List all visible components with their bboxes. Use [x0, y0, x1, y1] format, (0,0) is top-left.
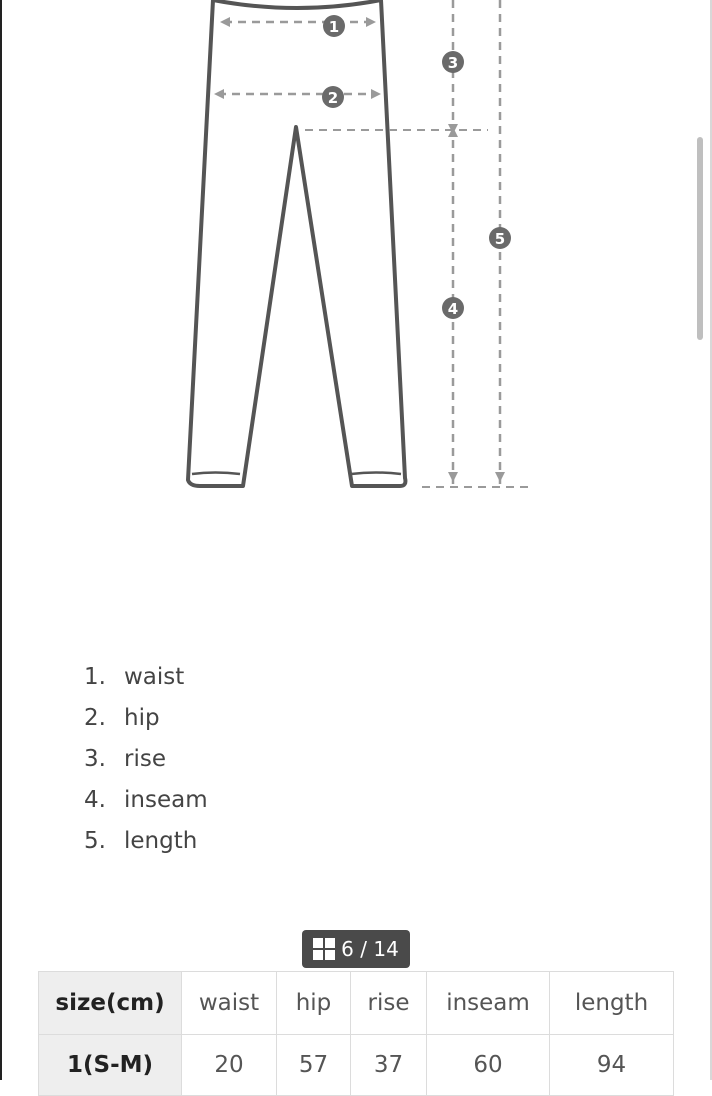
table-header-cell: rise [351, 972, 427, 1035]
legend-number: 1. [84, 664, 106, 690]
legend-label: rise [124, 746, 166, 772]
gallery-counter-button[interactable] [302, 930, 410, 968]
legend-number: 2. [84, 705, 106, 731]
grid-icon [313, 938, 335, 960]
legend-label: inseam [124, 787, 208, 813]
table-cell: 37 [351, 1035, 427, 1096]
table-cell: 94 [550, 1035, 674, 1096]
marker-rise-number: 3 [447, 54, 459, 72]
legend-item [84, 787, 208, 828]
legend-item [84, 705, 208, 746]
table-row [39, 1035, 674, 1096]
legend-label: hip [124, 705, 160, 731]
measurement-legend [84, 664, 208, 869]
table-header-row [39, 972, 674, 1035]
marker-inseam-number: 4 [447, 300, 459, 318]
table-header-cell: length [550, 972, 674, 1035]
marker-length-number: 5 [494, 230, 506, 248]
waistband-curve [213, 0, 381, 8]
right-hem-line [351, 473, 401, 475]
legend-number: 4. [84, 787, 106, 813]
table-cell: 60 [427, 1035, 550, 1096]
table-header-cell: size(cm) [39, 972, 182, 1035]
legend-number: 5. [84, 828, 106, 854]
pants-outline [188, 0, 405, 486]
pants-measurement-diagram [0, 0, 712, 520]
table-header-cell: hip [277, 972, 351, 1035]
gallery-counter-text: 6 / 14 [341, 937, 399, 961]
legend-item [84, 828, 208, 869]
legend-label: length [124, 828, 198, 854]
left-hem-line [192, 473, 240, 475]
size-table [38, 971, 674, 1096]
table-header-cell: waist [182, 972, 277, 1035]
table-cell: 20 [182, 1035, 277, 1096]
table-header-cell: inseam [427, 972, 550, 1035]
legend-item [84, 746, 208, 787]
legend-number: 3. [84, 746, 106, 772]
legend-item [84, 664, 208, 705]
marker-hip-number: 2 [327, 89, 339, 107]
table-cell: 57 [277, 1035, 351, 1096]
table-cell: 1(S-M) [39, 1035, 182, 1096]
marker-waist-number: 1 [328, 18, 340, 36]
legend-label: waist [124, 664, 185, 690]
